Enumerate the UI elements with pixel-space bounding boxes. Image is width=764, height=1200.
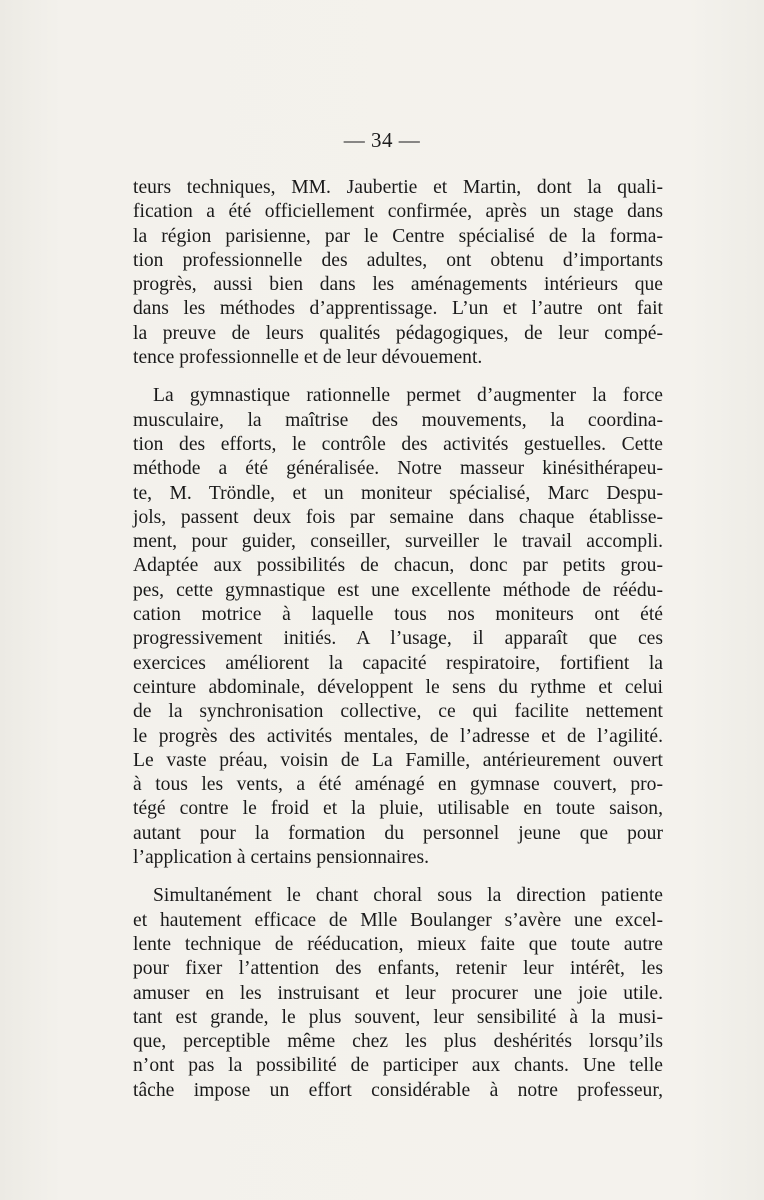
text-line: Simultanément le chant choral sous la direction patiente <box>153 885 663 907</box>
text-line: l’application à certains pensionnaires. <box>133 847 429 869</box>
text-line: lente technique de rééducation, mieux faite que toute autre <box>133 933 663 955</box>
text-line: La gymnastique rationnelle permet d’augmenter la force <box>153 385 663 407</box>
text-line: méthode a été généralisée. Notre masseur kinésithérapeu- <box>133 458 663 480</box>
text-line: la preuve de leurs qualités pédagogiques, de leur compé- <box>133 322 663 344</box>
text-line: autant pour la formation du personnel jeune que pour <box>133 822 663 844</box>
text-line: amuser en les instruisant et leur procurer une joie utile. <box>133 982 663 1004</box>
paragraph-gap <box>133 370 663 384</box>
text-line: progrès, aussi bien dans les aménagements intérieurs que <box>133 274 663 296</box>
body-text <box>133 176 663 1103</box>
text-line: exercices améliorent la capacité respiratoire, fortifient la <box>133 652 663 674</box>
text-line: teurs techniques, MM. Jaubertie et Martin, dont la quali- <box>133 177 663 198</box>
text-line: ment, pour guider, conseiller, surveiller le travail accompli. <box>133 531 663 553</box>
text-line: tion des efforts, le contrôle des activités gestuelles. Cette <box>133 433 663 455</box>
text-line: cation motrice à laquelle tous nos moniteurs ont été <box>133 604 663 626</box>
text-line: te, M. Tröndle, et un moniteur spécialisé, Marc Despu- <box>133 482 663 504</box>
text-line: jols, passent deux fois par semaine dans chaque établisse- <box>133 506 663 528</box>
text-line: pour fixer l’attention des enfants, retenir leur intérêt, les <box>133 958 663 980</box>
paragraph-gap <box>133 870 663 884</box>
text-line: tion professionnelle des adultes, ont obtenu d’importants <box>133 249 663 271</box>
text-line: Adaptée aux possibilités de chacun, donc par petits grou- <box>133 555 663 577</box>
page-number: — 34 — <box>343 128 421 152</box>
text-line: musculaire, la maîtrise des mouvements, la coordina- <box>133 409 663 431</box>
text-line: et hautement efficace de Mlle Boulanger s’avère une excel- <box>133 909 663 931</box>
paragraph-2 <box>133 384 663 870</box>
text-line: n’ont pas la possibilité de participer aux chants. Une telle <box>133 1055 663 1077</box>
text-line: de la synchronisation collective, ce qui facilite nettement <box>133 701 663 723</box>
text-line: progressivement initiés. A l’usage, il apparaît que ces <box>133 628 663 650</box>
paragraph-3 <box>133 884 663 1103</box>
text-line: ceinture abdominale, développent le sens du rythme et celui <box>133 676 663 698</box>
text-line: la région parisienne, par le Centre spécialisé de la forma- <box>133 225 663 247</box>
text-line: fication a été officiellement confirmée, après un stage dans <box>133 201 663 223</box>
text-line: que, perceptible même chez les plus deshérités lorsqu’ils <box>133 1031 663 1053</box>
text-line: Le vaste préau, voisin de La Famille, antérieurement ouvert <box>133 749 663 771</box>
text-line: tant est grande, le plus souvent, leur sensibilité à la musi- <box>133 1006 663 1028</box>
text-line: à tous les vents, a été aménagé en gymnase couvert, pro- <box>133 774 663 796</box>
text-line: dans les méthodes d’apprentissage. L’un et l’autre ont fait <box>133 298 663 320</box>
paragraph-1 <box>133 176 663 370</box>
text-line: tâche impose un effort considérable à notre professeur, <box>133 1079 663 1101</box>
text-line: pes, cette gymnastique est une excellente méthode de réédu- <box>133 579 663 601</box>
text-line: tégé contre le froid et la pluie, utilisable en toute saison, <box>133 798 663 820</box>
text-line: tence professionnelle et de leur dévouement. <box>133 347 483 369</box>
text-line: le progrès des activités mentales, de l’adresse et de l’agilité. <box>133 725 663 747</box>
